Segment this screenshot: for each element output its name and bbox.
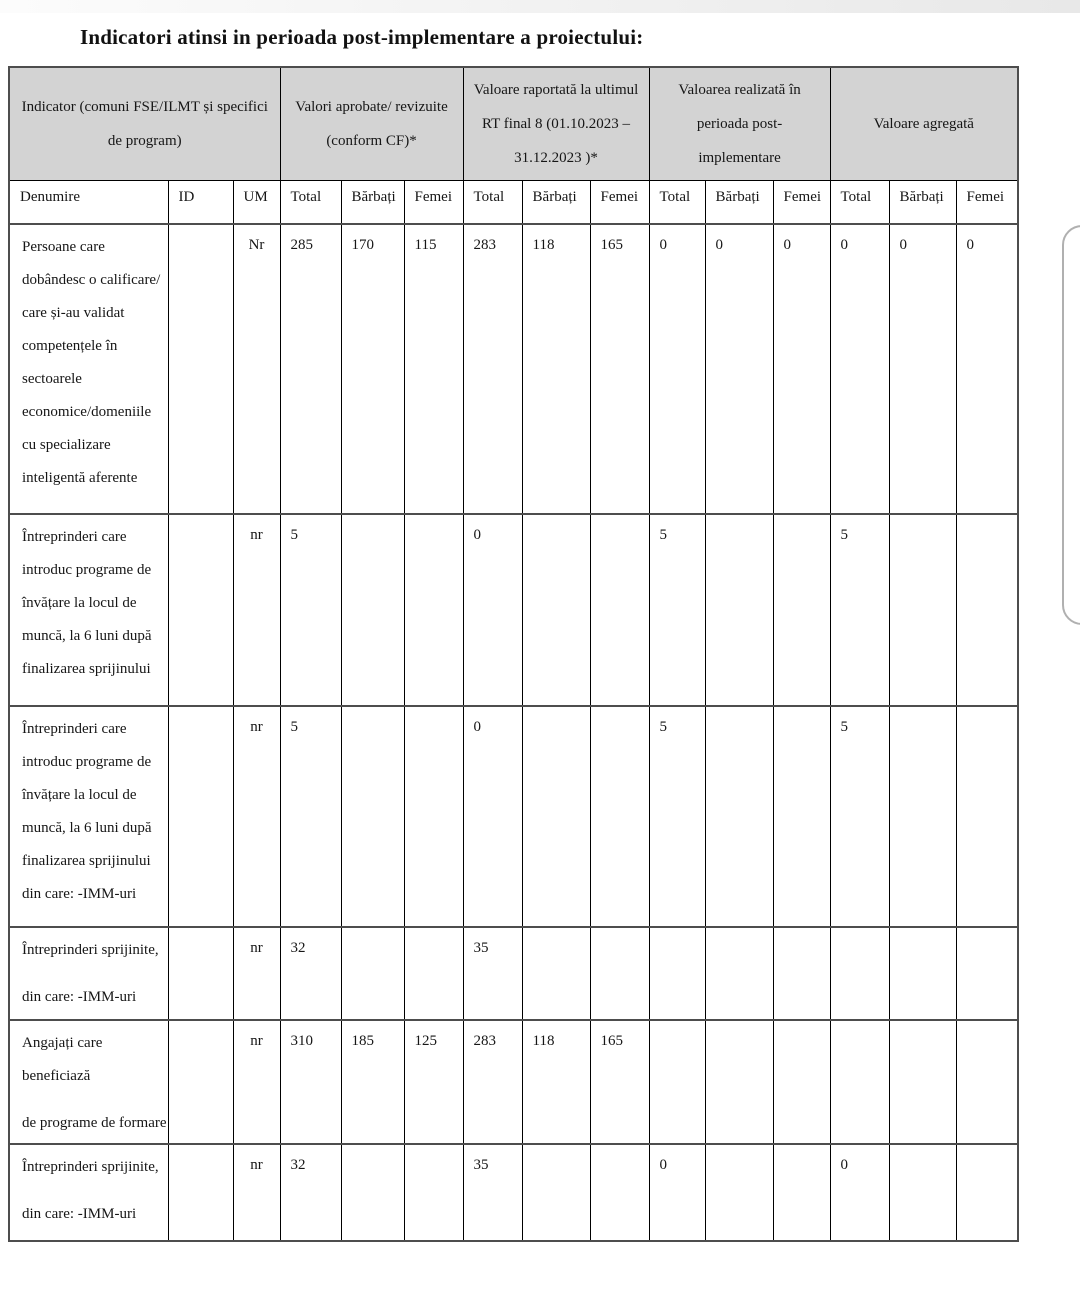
cell-value: 283 <box>463 224 522 514</box>
cell-value: 5 <box>649 706 705 927</box>
cell-value: 0 <box>830 1144 889 1241</box>
cell-value: 5 <box>830 706 889 927</box>
group-header-valoare-agregata <box>830 67 1018 180</box>
group-header-line: Valoare raportată la ultimul <box>473 81 639 98</box>
group-header-valori-aprobate <box>280 67 463 180</box>
cell-value <box>522 1144 590 1241</box>
cell-value <box>341 927 404 1020</box>
cell-value: 5 <box>280 706 341 927</box>
cell-value <box>773 927 830 1020</box>
cell-value <box>590 514 649 706</box>
cell-value: 5 <box>280 514 341 706</box>
cell-value: 185 <box>341 1020 404 1144</box>
cell-id <box>168 514 233 706</box>
window-top-strip <box>0 0 1080 13</box>
table-row <box>9 224 1018 514</box>
cell-value <box>773 1144 830 1241</box>
cell-value <box>404 927 463 1020</box>
cell-denumire: Persoane care dobândesc o calificare/ care și-au validat competențele în sectoarele economice/domeniile cu specializare inteligentă aferente <box>9 224 168 514</box>
group-header-line: Valoare agregată <box>873 115 974 132</box>
cell-value: 125 <box>404 1020 463 1144</box>
cell-um: nr <box>233 514 280 706</box>
group-header-line: RT final 8 (01.10.2023 – <box>482 115 631 132</box>
cell-value: 0 <box>649 1144 705 1241</box>
cell-value: 165 <box>590 224 649 514</box>
cell-value <box>830 927 889 1020</box>
cell-value <box>705 514 773 706</box>
table-row <box>9 1020 1018 1144</box>
cell-value: 32 <box>280 927 341 1020</box>
group-header-valoare-realizata-post <box>649 67 830 180</box>
cell-value: 0 <box>830 224 889 514</box>
cell-value: 0 <box>956 224 1018 514</box>
cell-value: 0 <box>705 224 773 514</box>
table-group-header-row <box>9 67 1018 180</box>
col-header-total-post: Total <box>649 180 705 224</box>
cell-value <box>341 1144 404 1241</box>
cell-value <box>705 1144 773 1241</box>
cell-value: 165 <box>590 1020 649 1144</box>
cell-value: 115 <box>404 224 463 514</box>
col-header-id: ID <box>168 180 233 224</box>
group-header-line: 31.12.2023 )* <box>514 149 598 166</box>
cell-id <box>168 927 233 1020</box>
cell-value <box>404 1144 463 1241</box>
cell-value <box>830 1020 889 1144</box>
cell-value: 0 <box>649 224 705 514</box>
col-header-femei-aprobate: Femei <box>404 180 463 224</box>
cell-id <box>168 706 233 927</box>
cell-value <box>649 1020 705 1144</box>
col-header-barbati-raportata: Bărbați <box>522 180 590 224</box>
cell-value <box>956 706 1018 927</box>
col-header-total-raportata: Total <box>463 180 522 224</box>
cell-value <box>705 927 773 1020</box>
scroll-indicator[interactable] <box>1062 225 1080 625</box>
cell-um: nr <box>233 1020 280 1144</box>
cell-value <box>889 706 956 927</box>
cell-value: 0 <box>463 706 522 927</box>
cell-um: nr <box>233 1144 280 1241</box>
cell-value <box>590 706 649 927</box>
cell-value: 0 <box>889 224 956 514</box>
cell-value: 118 <box>522 1020 590 1144</box>
cell-value: 5 <box>649 514 705 706</box>
col-header-total-aprobate: Total <box>280 180 341 224</box>
cell-value: 118 <box>522 224 590 514</box>
col-header-denumire: Denumire <box>9 180 168 224</box>
table-row <box>9 927 1018 1020</box>
cell-value <box>956 927 1018 1020</box>
cell-denumire: Întreprinderi care introduc programe de învățare la locul de muncă, la 6 luni după finalizarea sprijinului <box>9 514 168 706</box>
cell-value: 170 <box>341 224 404 514</box>
group-header-indicator <box>9 67 280 180</box>
cell-value <box>889 1144 956 1241</box>
cell-um: nr <box>233 706 280 927</box>
group-header-line: Indicator (comuni FSE/ILMT și specifici <box>21 98 268 115</box>
cell-id <box>168 1020 233 1144</box>
cell-value <box>522 706 590 927</box>
cell-value <box>956 1144 1018 1241</box>
col-header-barbati-post: Bărbați <box>705 180 773 224</box>
cell-value <box>649 927 705 1020</box>
table-column-header-row <box>9 180 1018 224</box>
cell-value <box>889 1020 956 1144</box>
cell-value <box>590 1144 649 1241</box>
group-header-line: perioada post- <box>696 115 783 132</box>
cell-value <box>956 514 1018 706</box>
group-header-valoare-raportata <box>463 67 649 180</box>
col-header-femei-raportata: Femei <box>590 180 649 224</box>
group-header-line: (conform CF)* <box>326 132 417 149</box>
cell-value <box>705 706 773 927</box>
cell-denumire: Întreprinderi care introduc programe de învățare la locul de muncă, la 6 luni după finalizarea sprijinului din care: -IMM-uri <box>9 706 168 927</box>
cell-um: Nr <box>233 224 280 514</box>
col-header-total-agregata: Total <box>830 180 889 224</box>
group-header-line: Valoarea realizată în <box>678 81 801 98</box>
cell-value: 0 <box>773 224 830 514</box>
cell-value: 35 <box>463 1144 522 1241</box>
cell-value <box>522 927 590 1020</box>
col-header-um: UM <box>233 180 280 224</box>
cell-denumire: Întreprinderi sprijinite, din care: -IMM-uri <box>9 1144 168 1241</box>
cell-value <box>590 927 649 1020</box>
group-header-line: Valori aprobate/ revizuite <box>295 98 448 115</box>
cell-id <box>168 1144 233 1241</box>
table-row <box>9 1144 1018 1241</box>
cell-value <box>404 514 463 706</box>
cell-value <box>341 706 404 927</box>
table-container <box>8 66 1080 1242</box>
group-header-line: implementare <box>698 149 781 166</box>
col-header-barbati-aprobate: Bărbați <box>341 180 404 224</box>
cell-value: 285 <box>280 224 341 514</box>
cell-value <box>889 927 956 1020</box>
col-header-femei-post: Femei <box>773 180 830 224</box>
cell-value <box>773 514 830 706</box>
cell-value: 283 <box>463 1020 522 1144</box>
table-row <box>9 514 1018 706</box>
cell-value: 5 <box>830 514 889 706</box>
indicators-table <box>8 66 1019 1242</box>
cell-value: 32 <box>280 1144 341 1241</box>
cell-value <box>404 706 463 927</box>
cell-value: 0 <box>463 514 522 706</box>
cell-value: 310 <box>280 1020 341 1144</box>
cell-denumire: Angajați care beneficiază de programe de formare <box>9 1020 168 1144</box>
cell-value <box>773 706 830 927</box>
cell-value <box>956 1020 1018 1144</box>
page-title: Indicatori atinsi in perioada post-implementare a proiectului: <box>80 25 644 49</box>
group-header-line: de program) <box>107 132 182 149</box>
cell-value <box>522 514 590 706</box>
col-header-barbati-agregata: Bărbați <box>889 180 956 224</box>
col-header-femei-agregata: Femei <box>956 180 1018 224</box>
cell-um: nr <box>233 927 280 1020</box>
cell-value <box>889 514 956 706</box>
table-row <box>9 706 1018 927</box>
cell-denumire: Întreprinderi sprijinite, din care: -IMM-uri <box>9 927 168 1020</box>
cell-value: 35 <box>463 927 522 1020</box>
cell-value <box>773 1020 830 1144</box>
cell-value <box>705 1020 773 1144</box>
cell-value <box>341 514 404 706</box>
cell-id <box>168 224 233 514</box>
